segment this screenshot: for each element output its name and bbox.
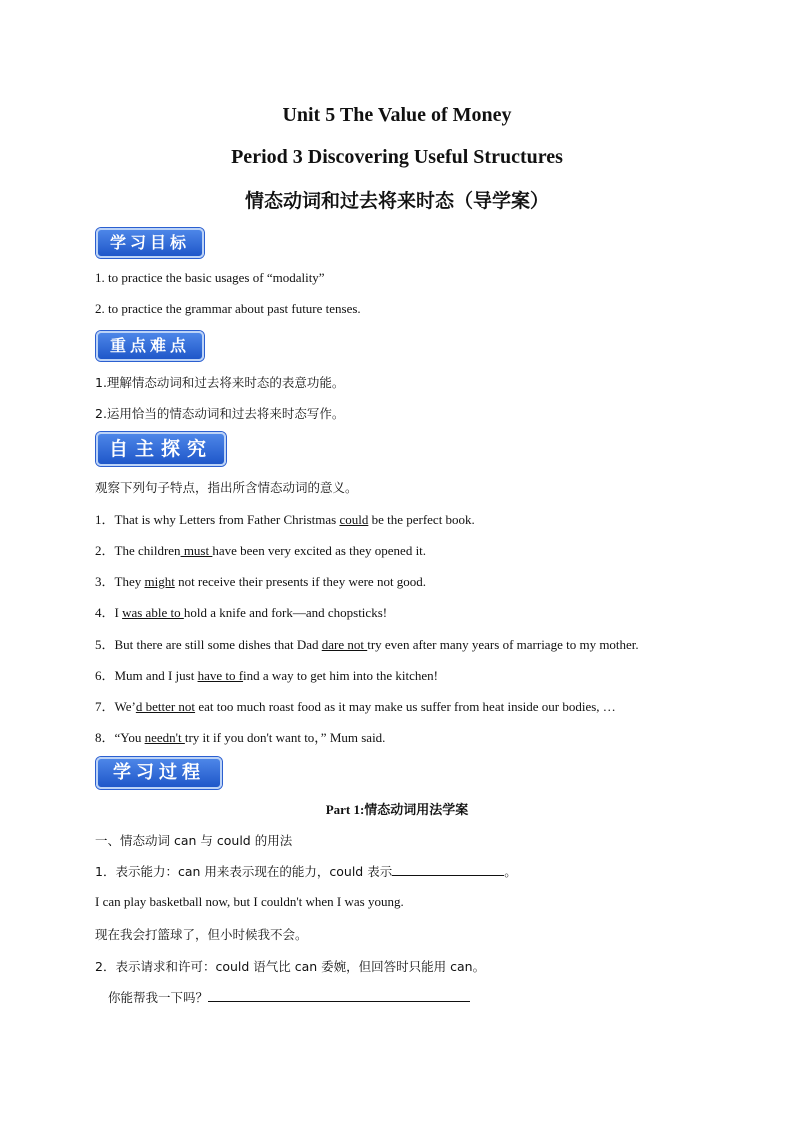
translation-question [108, 988, 470, 1006]
sentence-text: 7．We’ [95, 699, 136, 714]
modal-verb: must [180, 543, 213, 558]
process-badge: 学习过程 [96, 757, 222, 789]
sentence-text: not receive their presents if they were not good. [174, 574, 427, 589]
modal-verb: could [339, 512, 369, 527]
sentence-text: 3．They [95, 574, 145, 589]
unit-title: Unit 5 The Value of Money [282, 104, 512, 126]
section-heading: 一、情态动词 can 与 could 的用法 [95, 833, 293, 848]
sentence-text: 4．I [95, 605, 123, 620]
example-sentence [95, 634, 639, 653]
objectives-badge: 学习目标 [96, 228, 204, 258]
topic-title: 情态动词和过去将来时态（导学案） [244, 190, 549, 212]
usage-item [95, 862, 517, 880]
modal-verb: was able to [122, 605, 184, 620]
usage-text: 1．表示能力：can 用来表示现在的能力，could 表示 [95, 864, 393, 879]
modal-verb: needn't [144, 730, 185, 745]
answer-blank[interactable] [208, 989, 470, 1002]
sentence-text: hold a knife and fork—and chopsticks! [183, 605, 388, 620]
sentence-text: ind a way to get him into the kitchen! [243, 668, 439, 683]
sentence-text: 5．But there are still some dishes that Dad [95, 637, 322, 652]
part-title: Part 1:情态动词用法学案 [325, 802, 469, 817]
example-sentence [95, 571, 426, 590]
example-sentence [95, 665, 438, 684]
modal-verb: d better not [135, 699, 196, 714]
key-point-item: 1.理解情态动词和过去将来时态的表意功能。 [95, 375, 345, 390]
example-english: I can play basketball now, but I couldn't when I was young. [95, 894, 404, 909]
sentence-text: have been very excited as they opened it. [212, 543, 427, 558]
sentence-text: 8．“You [95, 730, 145, 745]
example-sentence [95, 602, 387, 621]
example-sentence [95, 540, 426, 559]
key-points-badge: 重点难点 [96, 331, 204, 361]
modal-verb: have to f [197, 668, 244, 683]
example-sentence [95, 696, 616, 715]
sentence-text: be the perfect book. [368, 512, 475, 527]
key-point-item: 2.运用恰当的情态动词和过去将来时态写作。 [95, 406, 345, 421]
sentence-text: eat too much roast food as it may make us suffer from heat inside our bodies, … [195, 699, 616, 714]
question-text: 你能帮我一下吗？ [108, 990, 209, 1005]
sentence-text: try it if you don't want to，” Mum said. [184, 730, 386, 745]
example-sentence [95, 727, 385, 746]
sentence-text: 2．The children [95, 543, 181, 558]
objective-item: 2. to practice the grammar about past future tenses. [95, 301, 361, 316]
self-study-instruction: 观察下列句子特点，指出所含情态动词的意义。 [95, 480, 358, 495]
modal-verb: dare not [321, 637, 368, 652]
sentence-text: 1．That is why Letters from Father Christmas [95, 512, 340, 527]
usage-end: 。 [504, 864, 517, 879]
example-chinese: 现在我会打篮球了，但小时候我不会。 [95, 927, 308, 942]
period-title: Period 3 Discovering Useful Structures [231, 146, 563, 168]
self-study-badge: 自主探究 [96, 432, 226, 466]
modal-verb: might [144, 574, 175, 589]
usage-item: 2．表示请求和许可：could 语气比 can 委婉，但回答时只能用 can。 [95, 959, 486, 974]
sentence-text: try even after many years of marriage to my mother. [367, 637, 639, 652]
example-sentence [95, 509, 475, 528]
answer-blank[interactable] [392, 863, 504, 876]
objective-item: 1. to practice the basic usages of “modality” [95, 270, 325, 285]
sentence-text: 6．Mum and I just [95, 668, 198, 683]
